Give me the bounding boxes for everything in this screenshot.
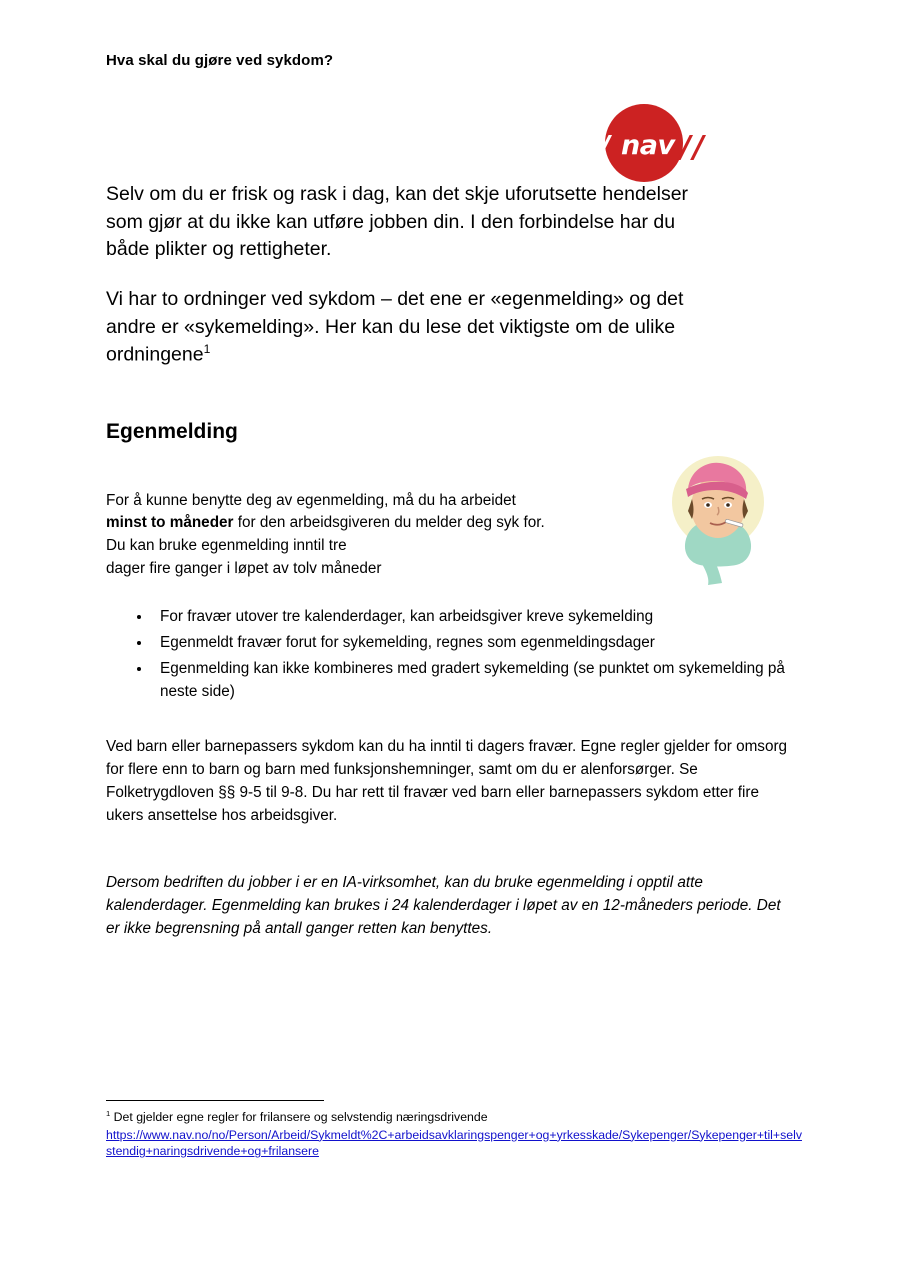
nav-logo	[575, 104, 720, 184]
lead-line-2-bold: minst to måneder	[106, 514, 234, 532]
footnote-divider	[106, 1100, 324, 1101]
lead-line-4: dager fire ganger i løpet av tolv måneder	[106, 559, 382, 577]
intro-paragraph-2	[106, 286, 706, 370]
egenmelding-bullet-list	[106, 606, 796, 704]
logo-slash-right-2-icon: /	[693, 130, 704, 165]
lead-line-3: Du kan bruke egenmelding inntil tre	[106, 536, 347, 554]
list-item: • Egenmeldt fravær forut for sykemelding, regnes som egenmeldingsdager	[152, 632, 796, 655]
section-title-egenmelding: Egenmelding	[106, 419, 238, 443]
logo-slash-right-1-icon: /	[680, 130, 691, 165]
list-item: • For fravær utover tre kalenderdager, kan arbeidsgiver kreve sykemelding	[152, 606, 796, 629]
lead-line-1: For å kunne benytte deg av egenmelding, må du ha arbeidet	[106, 491, 516, 509]
list-item: • Egenmelding kan ikke kombineres med gradert sykemelding (se punktet om sykemelding på neste side)	[152, 658, 796, 704]
footnote-description: Det gjelder egne regler for frilansere og selvstendig næringsdrivende	[110, 1110, 488, 1125]
paragraph-ia-virksomhet: Dersom bedriften du jobber i er en IA-virksomhet, kan du bruke egenmelding i opptil atte kalenderdager. Egenmelding kan brukes i 24 kalenderdager i løpet av en 12-måneders periode. Det er ikke begrensning på antall ganger retten kan benyttes.	[106, 873, 781, 937]
footnote-text-line	[106, 1109, 806, 1126]
logo-wordmark: nav	[621, 130, 675, 161]
intro-section	[106, 181, 796, 370]
intro-paragraph-2-text: Vi har to ordninger ved sykdom – det ene er «egenmelding» og det andre er «sykemelding». Her kan du lese det viktigste om de ulike ordningene	[106, 288, 684, 366]
logo-slash-left-icon: /	[599, 130, 610, 165]
intro-paragraph-1: Selv om du er frisk og rask i dag, kan det skje uforutsette hendelser som gjør at du ikke kan utføre jobben din. I den forbindelse har du både plikter og rettigheter.	[106, 183, 689, 261]
paragraph-barn-sykdom: Ved barn eller barnepassers sykdom kan du ha inntil ti dagers fravær. Egne regler gjelder for omsorg for flere enn to barn og barn med funksjonshemninger, samt om du er alenforsørger. Se Folketrygdloven §§ 9-5 til 9-8. Du har rett til fravær ved barn eller barnepassers sykdom etter fire ukers ansettelse hos arbeidsgiver.	[106, 737, 788, 824]
sick-person-illustration	[668, 455, 768, 590]
footnote-link[interactable]: https://www.nav.no/no/Person/Arbeid/Sykmeldt%2C+arbeidsavklaringspenger+og+yrkesskade/Sykepenger/Sykepenger+til+selvstendig+naringsdrivende+og+frilansere	[106, 1127, 802, 1159]
lead-line-2-rest: for den arbeidsgiveren du melder deg syk for.	[233, 514, 545, 532]
document-header-title: Hva skal du gjøre ved sykdom?	[106, 52, 334, 69]
footnote-number: 1	[106, 1109, 111, 1118]
footnote-block	[106, 1100, 806, 1160]
footnote-marker-inline: 1	[203, 342, 211, 357]
